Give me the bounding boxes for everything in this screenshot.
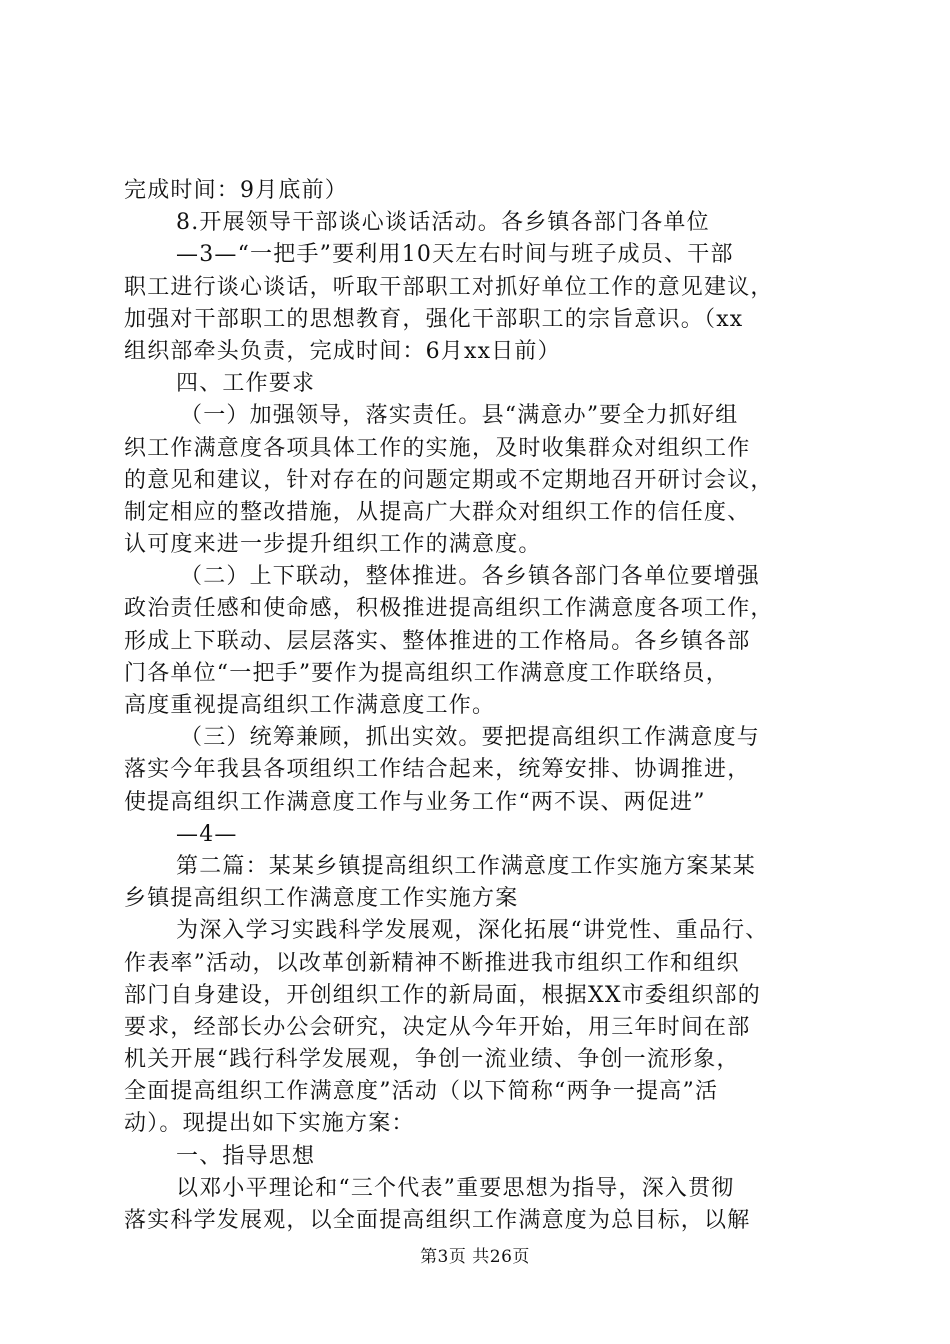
- text-line: 以邓小平理论和“三个代表”重要思想为指导，深入贯彻: [176, 1175, 735, 1201]
- text-line: 加强对干部职工的思想教育，强化干部职工的宗旨意识。（xx: [124, 306, 744, 332]
- text-line: 使提高组织工作满意度工作与业务工作“两不误、两促进”: [124, 789, 706, 815]
- text-line: 完成时间：9月底前）: [124, 178, 348, 203]
- text-line: 机关开展“践行科学发展观，争创一流业绩、争创一流形象，: [124, 1047, 740, 1073]
- text-line: 织工作满意度各项具体工作的实施，及时收集群众对组织工作: [124, 435, 751, 461]
- section-heading: 一、指导思想: [176, 1143, 316, 1169]
- text-line: 作表率”活动，以改革创新精神不断推进我市组织工作和组织: [124, 950, 740, 976]
- text-line: 形成上下联动、层层落实、整体推进的工作格局。各乡镇各部: [124, 628, 751, 654]
- text-line: 政治责任感和使命感，积极推进提高组织工作满意度各项工作，: [124, 596, 774, 622]
- page-marker: —4—: [176, 821, 238, 847]
- text-line: 落实今年我县各项组织工作结合起来，统筹安排、协调推进，: [124, 757, 751, 783]
- text-line: 部门自身建设，开创组织工作的新局面，根据XX市委组织部的: [124, 982, 761, 1008]
- document-body: [124, 175, 844, 1237]
- page-number-label: 第3页 共26页: [420, 1247, 530, 1267]
- text-line: （二）上下联动，整体推进。各乡镇各部门各单位要增强: [180, 564, 761, 590]
- section-heading: 四、工作要求: [176, 371, 316, 397]
- text-line: 为深入学习实践科学发展观，深化拓展“讲党性、重品行、: [176, 918, 769, 944]
- text-line: —3—“一把手”要利用10天左右时间与班子成员、干部: [176, 242, 734, 268]
- text-line: 制定相应的整改措施，从提高广大群众对组织工作的信任度、: [124, 499, 751, 525]
- text-line: （一）加强领导，落实责任。县“满意办”要全力抓好组: [180, 403, 739, 429]
- text-line: 认可度来进一步提升组织工作的满意度。: [124, 532, 542, 558]
- text-line: 组织部牵头负责，完成时间：6月xx日前）: [124, 338, 561, 364]
- text-line: 要求，经部长办公会研究，决定从今年开始，用三年时间在部: [124, 1014, 751, 1040]
- text-line: 的意见和建议，针对存在的问题定期或不定期地召开研讨会议，: [124, 467, 774, 493]
- text-line: 门各单位“一把手”要作为提高组织工作满意度工作联络员，: [124, 660, 729, 686]
- section-heading: 第二篇：某某乡镇提高组织工作满意度工作实施方案某某: [176, 853, 757, 879]
- text-line: 动）。现提出如下实施方案：: [124, 1111, 415, 1137]
- text-line: 乡镇提高组织工作满意度工作实施方案: [124, 886, 519, 912]
- text-line: 职工进行谈心谈话，听取干部职工对抓好单位工作的意见建议，: [124, 274, 774, 300]
- page-footer: [0, 1242, 950, 1267]
- text-line: 全面提高组织工作满意度”活动（以下简称“两争一提高”活: [124, 1079, 719, 1105]
- text-line: 8.开展领导干部谈心谈话活动。各乡镇各部门各单位: [176, 210, 710, 236]
- text-line: 落实科学发展观，以全面提高组织工作满意度为总目标，以解: [124, 1208, 751, 1233]
- text-line: （三）统筹兼顾，抓出实效。要把提高组织工作满意度与: [180, 725, 761, 751]
- text-line: 高度重视提高组织工作满意度工作。: [124, 693, 496, 718]
